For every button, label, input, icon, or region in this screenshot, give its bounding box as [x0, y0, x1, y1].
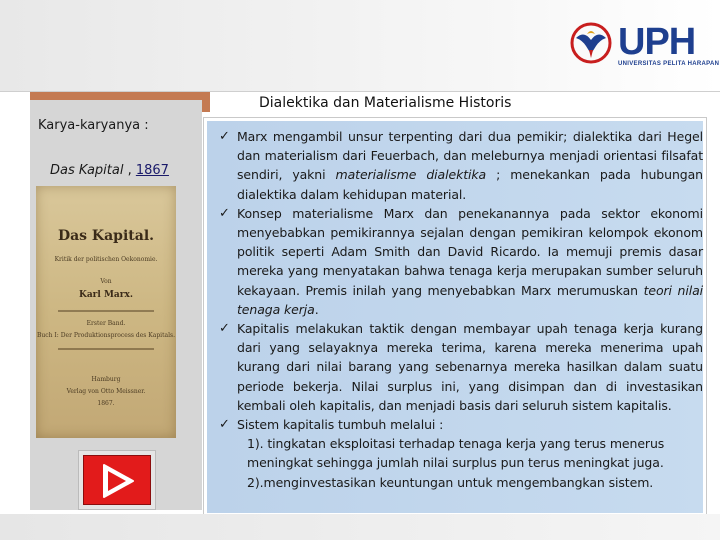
cover-subtitle: Kritik der politischen Oekonomie.	[54, 256, 158, 263]
bullet-text: Konsep materialisme Marx dan penekanannya pada sektor ekonomi menyebabkan pemikirannya sejalan dengan pemikiran kelompok ekonom politik seperti Adam Smith dan David Ricardo. Ia memuji premis dasar mereka yang menyatakan bahwa tenaga kerja merupakan sumber seluruh kekayaan. Premis inilah yang menyebabkan Marx merumuskan	[237, 205, 703, 298]
uph-logo	[570, 20, 718, 74]
cover-author: Karl Marx.	[79, 290, 133, 300]
bullet-text: ; menekankan pada hubungan dialektika dalam kehidupan material.	[237, 167, 704, 202]
bullet-item	[219, 415, 703, 434]
bullet-item	[219, 204, 703, 319]
slide-title: Dialektika dan Materialisme Historis	[259, 95, 512, 111]
content-box	[204, 118, 706, 516]
bullet-emphasis: teori nilai tenaga kerja	[237, 282, 704, 317]
play-button[interactable]	[78, 450, 156, 510]
bullet-emphasis: materialisme dialektika	[335, 167, 487, 183]
sub-list-item: 1). tingkatan eksploitasi terhadap tenaga kerja yang terus menerus meningkat sehingga jumlah nilai surplus pun terus meningkat juga.	[247, 436, 665, 471]
sub-list-item: 2).menginvestasikan keuntungan untuk mengembangkan sistem.	[247, 474, 654, 490]
play-icon	[98, 462, 138, 500]
bullet-list	[219, 127, 703, 492]
cover-title: Das Kapital.	[57, 228, 155, 244]
check-icon: ✓	[219, 129, 230, 144]
cover-city: Hamburg	[91, 376, 121, 383]
book-separator: ,	[123, 163, 136, 178]
book-caption	[50, 163, 169, 178]
bullet-text: .	[314, 301, 319, 317]
cover-publisher: Verlag von Otto Meissner.	[66, 388, 146, 395]
cover-rule	[58, 348, 154, 350]
cover-rule	[58, 310, 154, 312]
book-title: Das Kapital	[50, 163, 124, 178]
bullet-item	[219, 319, 703, 415]
bullet-item	[219, 127, 703, 204]
logo-subtitle: UNIVERSITAS PELITA HARAPAN	[618, 61, 720, 67]
play-button-face[interactable]	[83, 455, 151, 505]
book-year-link[interactable]: 1867	[135, 163, 169, 178]
logo-text: UPH	[618, 21, 696, 63]
book-cover-image	[36, 186, 176, 438]
cover-volume: Erster Band.	[86, 320, 126, 327]
eagle-emblem-icon	[570, 20, 614, 66]
check-icon: ✓	[219, 417, 230, 433]
bullet-text: Marx mengambil unsur terpenting dari dua pemikir; dialektika dari Hegel dan materialism dari Feuerbach, dan meleburnya menjadi orientasi filsafat sendiri, yakni	[237, 129, 703, 183]
bullet-text: Kapitalis melakukan taktik dengan membayar upah tenaga kerja kurang dari yang selayaknya mereka terima, karena mereka menerima upah kurang dari nilai barang yang sebenarnya mereka hasilkan dalam suatu periode bekerja. Nilai surplus ini, yang disimpan dan di investasikan kembali oleh kapitalis, dan menjadi basis dari seluruh sistem kapitalis.	[237, 321, 703, 413]
footer-band	[0, 514, 720, 540]
cover-book-line: Buch I: Der Produktionsprocess des Kapitals.	[37, 332, 175, 339]
cover-year: 1867.	[97, 400, 115, 407]
bullet-text: Sistem kapitalis tumbuh melalui :	[237, 417, 444, 433]
check-icon: ✓	[219, 205, 230, 221]
check-icon: ✓	[219, 321, 230, 337]
cover-by: Von	[100, 278, 112, 285]
works-label: Karya-karyanya :	[38, 118, 149, 133]
